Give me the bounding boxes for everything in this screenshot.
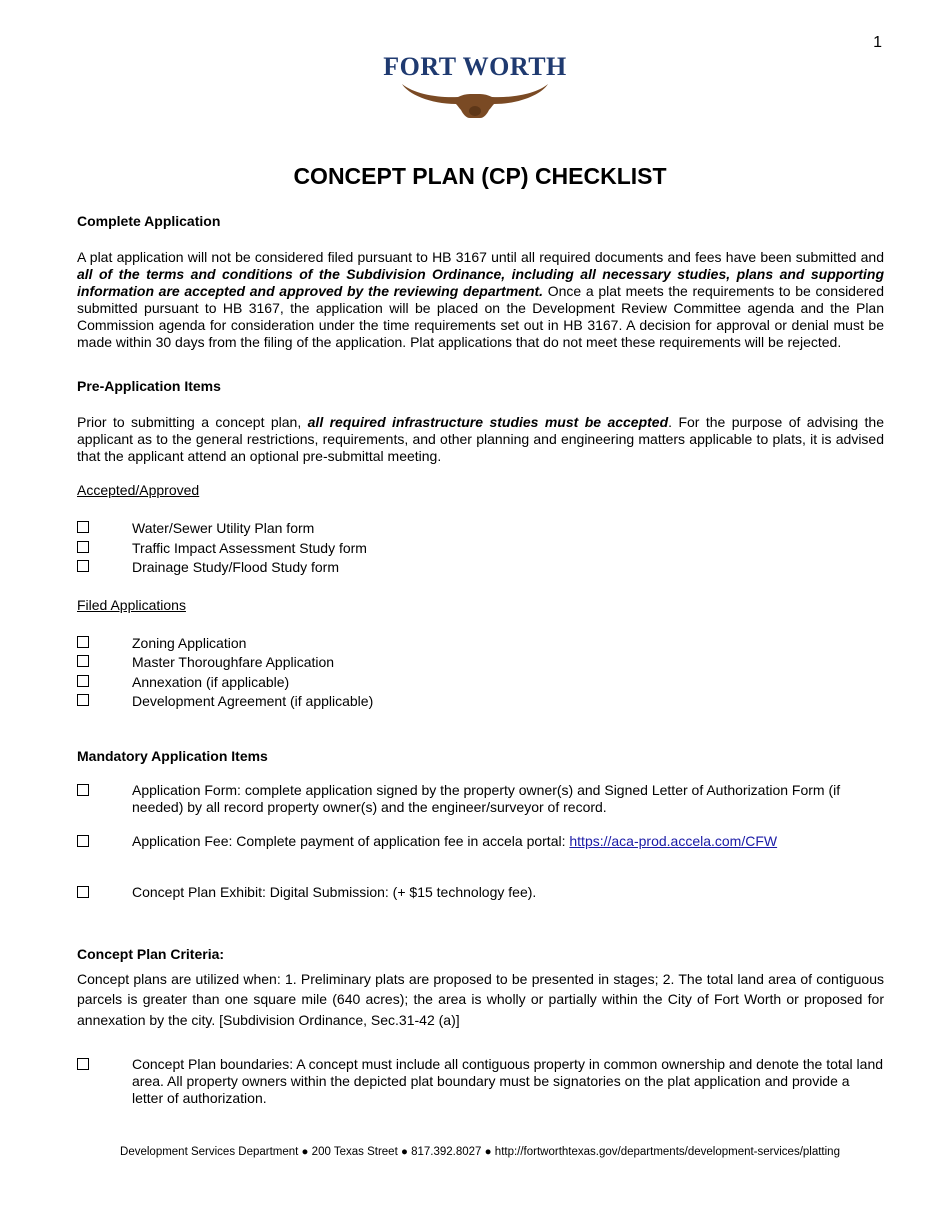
pre-application-heading: Pre-Application Items bbox=[77, 378, 221, 394]
complete-application-text bbox=[77, 249, 884, 351]
checklist-item bbox=[77, 558, 884, 578]
checklist-item bbox=[77, 833, 884, 850]
page-title: CONCEPT PLAN (CP) CHECKLIST bbox=[293, 163, 667, 189]
logo-text: FORT WORTH bbox=[383, 52, 567, 81]
longhorn-icon bbox=[400, 80, 550, 120]
concept-plan-boundaries-item: Concept Plan boundaries: A concept must include all contiguous property in common ownership and denote the total land area. All property owners within the depicted plat boundary must be signatories on the plat application and provide a letter of authorization. bbox=[132, 1056, 884, 1106]
filed-applications-label: Filed Applications bbox=[77, 596, 186, 613]
checkbox[interactable] bbox=[77, 1058, 89, 1070]
checkbox[interactable] bbox=[77, 835, 89, 847]
checkbox[interactable] bbox=[77, 784, 89, 796]
complete-application-heading: Complete Application bbox=[77, 213, 221, 229]
fort-worth-logo bbox=[0, 54, 950, 120]
page-number: 1 bbox=[873, 34, 882, 51]
checklist-item-label: Drainage Study/Flood Study form bbox=[132, 559, 339, 575]
complete-application-text-part2: Once a plat meets the requirements to be considered submitted pursuant to HB 3167, the application will be placed on the Development Review Committee agenda and the Plan Commission agenda for consideration under the time requirements set out in HB 3167. A decision for approval or denial must be made within 30 days from the filing of the application. Plat applications that do not meet these requirements will be rejected. bbox=[77, 283, 884, 350]
pre-application-text bbox=[77, 414, 884, 465]
accela-portal-link[interactable]: https://aca-prod.accela.com/CFW bbox=[569, 832, 778, 849]
checklist-item bbox=[77, 653, 884, 673]
checkbox[interactable] bbox=[77, 694, 89, 706]
checkbox[interactable] bbox=[77, 541, 89, 553]
checklist-item-label: Zoning Application bbox=[132, 634, 247, 651]
checklist-item bbox=[77, 782, 884, 816]
application-form-item: Application Form: complete application signed by the property owner(s) and Signed Letter of Authorization Form (if needed) by all record property owner(s) and the engineer/surveyor of record. bbox=[132, 781, 841, 815]
checklist-item-label: Water/Sewer Utility Plan form bbox=[132, 520, 315, 536]
checkbox[interactable] bbox=[77, 521, 89, 533]
page-footer: Development Services Department ● 200 Texas Street ● 817.392.8027 ● http://fortworthtexas.gov/departments/development-services/platting bbox=[120, 1146, 840, 1158]
pre-application-text-part1: Prior to submitting a concept plan, bbox=[77, 414, 308, 430]
checklist-item bbox=[77, 539, 884, 559]
checklist-item bbox=[77, 634, 884, 654]
checklist-item-label: Traffic Impact Assessment Study form bbox=[132, 539, 367, 556]
filed-checklist bbox=[77, 634, 884, 712]
criteria-text: Concept plans are utilized when: 1. Preliminary plats are proposed to be presented in stages; 2. The total land area of contiguous parcels is greater than one square mile (640 acres); the area is wholly or partially within the City of Fort Worth or proposed for annexation by the city. [Subdivision Ordinance, Sec.31-42 (a)] bbox=[77, 970, 884, 1028]
checklist-item bbox=[77, 519, 884, 539]
application-fee-text: Application Fee: Complete payment of application fee in accela portal: bbox=[132, 832, 570, 849]
document-body bbox=[77, 213, 884, 1107]
concept-plan-exhibit-item: Concept Plan Exhibit: Digital Submission: (+ $15 technology fee). bbox=[132, 883, 537, 900]
criteria-section bbox=[77, 946, 884, 1108]
accepted-approved-label: Accepted/Approved bbox=[77, 482, 200, 498]
checkbox[interactable] bbox=[77, 636, 89, 648]
checklist-item bbox=[77, 1056, 884, 1107]
pre-application-section bbox=[77, 378, 884, 712]
accepted-checklist bbox=[77, 519, 884, 578]
checkbox[interactable] bbox=[77, 655, 89, 667]
pre-application-text-emphasis: all required infrastructure studies must be accepted bbox=[307, 414, 669, 430]
complete-application-text-part1: A plat application will not be considered filed pursuant to HB 3167 until all required documents and fees have been submitted and bbox=[77, 249, 884, 265]
checklist-item bbox=[77, 692, 884, 712]
checklist-item-label: Annexation (if applicable) bbox=[132, 673, 290, 690]
checkbox[interactable] bbox=[77, 560, 89, 572]
mandatory-heading: Mandatory Application Items bbox=[77, 747, 268, 764]
checkbox[interactable] bbox=[77, 886, 89, 898]
checklist-item-label: Development Agreement (if applicable) bbox=[132, 693, 374, 709]
complete-application-section bbox=[77, 213, 884, 351]
criteria-heading: Concept Plan Criteria: bbox=[77, 945, 225, 962]
complete-application-text-emphasis: all of the terms and conditions of the Subdivision Ordinance, including all necessary studies, plans and supporting information are accepted and approved by the reviewing department. bbox=[77, 266, 884, 299]
checklist-item bbox=[77, 884, 884, 901]
checklist-item-label: Master Thoroughfare Application bbox=[132, 654, 335, 670]
checkbox[interactable] bbox=[77, 675, 89, 687]
checklist-item bbox=[77, 673, 884, 693]
mandatory-section bbox=[77, 748, 884, 901]
pre-application-text-part2: . For the purpose of advising the applicant as to the general restrictions, requirements, and other planning and engineering matters applicable to plats, it is advised that the applicant attend an optional pre-submittal meeting. bbox=[77, 414, 885, 464]
application-fee-item bbox=[132, 833, 884, 850]
